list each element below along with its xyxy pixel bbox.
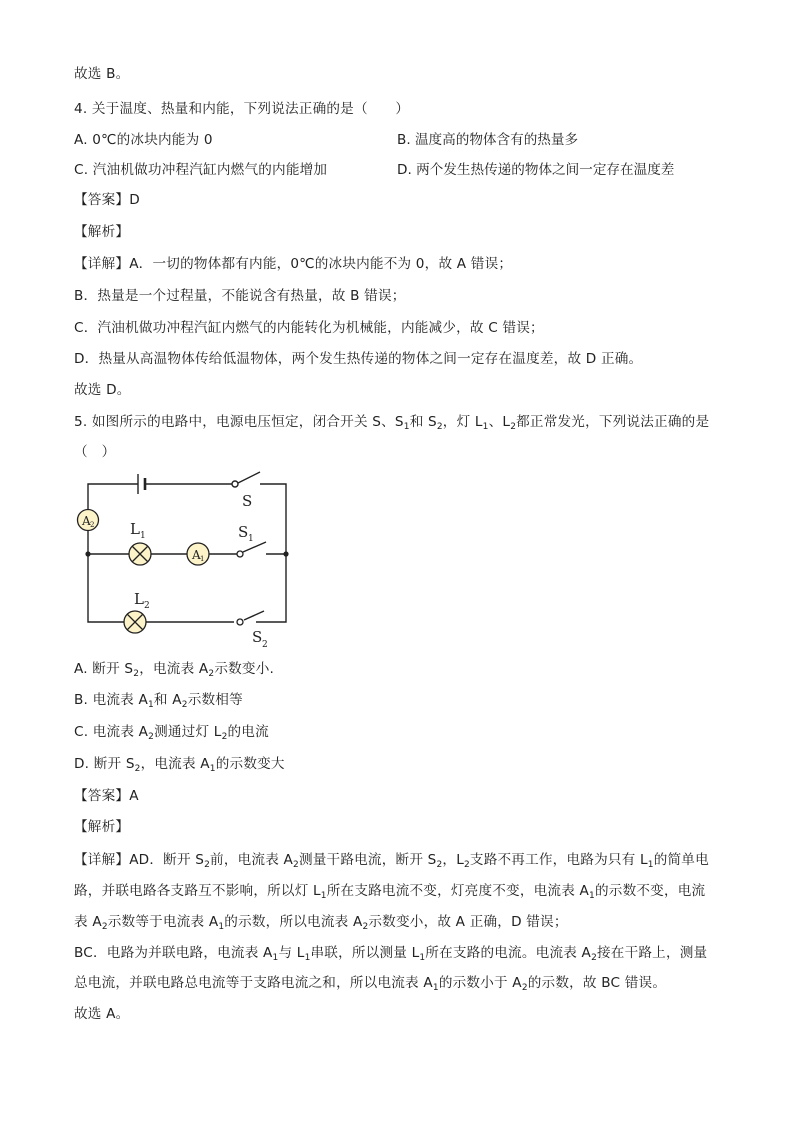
sub: 1 bbox=[272, 953, 279, 963]
ammeter-a2-sub: 2 bbox=[90, 521, 95, 529]
stem-text: 都正常发光，下列说法正确的是 bbox=[516, 414, 710, 430]
d-text: 的示数不变，电流 bbox=[594, 883, 706, 899]
q5-detail-5 bbox=[74, 973, 666, 993]
ammeter-a1-sub: 1 bbox=[200, 555, 205, 563]
d-text: BC．电路为并联电路，电流表 A bbox=[74, 945, 273, 961]
switch-s2-sub: 2 bbox=[262, 640, 268, 650]
sub: 2 bbox=[134, 764, 141, 774]
d-text: 示数变小，故 A 正确，D 错误； bbox=[368, 914, 568, 930]
sub: 2 bbox=[221, 732, 228, 742]
opt-text: ，电流表 A bbox=[139, 661, 209, 677]
q5-option-b bbox=[74, 690, 243, 710]
ammeter-a1 bbox=[187, 543, 209, 565]
switch-s1-sub: 1 bbox=[248, 534, 254, 544]
lamp-l1 bbox=[129, 520, 151, 565]
stem-text: 、L bbox=[488, 414, 511, 430]
opt-text: 和 A bbox=[153, 692, 182, 708]
stem-text: ，灯 L bbox=[442, 414, 483, 430]
sub: 2 bbox=[463, 860, 470, 870]
lamp-l1-sub: 1 bbox=[140, 531, 146, 541]
q4-option-c: C. 汽油机做功冲程汽缸内燃气的内能增加 bbox=[74, 162, 328, 178]
switch-s-blade bbox=[238, 472, 260, 483]
q4-detail-b: B．热量是一个过程量，不能说含有热量，故 B 错误； bbox=[74, 288, 406, 304]
switch-s2-label: S bbox=[252, 628, 263, 646]
switch-s2-contact bbox=[237, 619, 243, 625]
sub: 1 bbox=[482, 422, 489, 432]
q5-option-a bbox=[74, 659, 274, 679]
junction-right bbox=[283, 551, 288, 556]
q4-detail-d: D．热量从高温物体传给低温物体，两个发生热传递的物体之间一定存在温度差，故 D 正确。 bbox=[74, 351, 643, 367]
switch-s-contact bbox=[232, 481, 238, 487]
q4-analysis-tag: 【解析】 bbox=[74, 224, 130, 240]
sub: 2 bbox=[101, 922, 108, 932]
q5-detail-2 bbox=[74, 881, 705, 901]
q5-stem-line2: （ ） bbox=[74, 444, 116, 460]
d-text: 表 A bbox=[74, 914, 102, 930]
q4-option-a: A. 0℃的冰块内能为 0 bbox=[74, 132, 213, 148]
q4-stem: 4. 关于温度、热量和内能，下列说法正确的是（ ） bbox=[74, 101, 410, 117]
d-text: 测量干路电流，断开 S bbox=[298, 852, 437, 868]
d-text: 所在支路的电流。电流表 A bbox=[425, 945, 592, 961]
sub: 2 bbox=[591, 953, 597, 963]
answer-value: D bbox=[129, 192, 140, 208]
switch-s2-blade bbox=[244, 611, 264, 620]
opt-text: 的电流 bbox=[227, 724, 269, 740]
q3-conclusion: 故选 B。 bbox=[74, 66, 130, 82]
d-text: 的示数小于 A bbox=[438, 975, 522, 991]
q5-analysis-tag: 【解析】 bbox=[74, 819, 130, 835]
stem-text: 和 S bbox=[409, 414, 437, 430]
ammeter-a2 bbox=[78, 510, 99, 531]
opt-text: 测通过灯 L bbox=[154, 724, 222, 740]
opt-text: ，电流表 A bbox=[140, 756, 210, 772]
d-text: 前，电流表 A bbox=[210, 852, 294, 868]
opt-text: 示数相等 bbox=[187, 692, 243, 708]
lamp-l2 bbox=[124, 590, 150, 633]
opt-text: 示数变小. bbox=[214, 661, 275, 677]
d-text: AD．断开 S bbox=[129, 852, 205, 868]
detail-text: A．一切的物体都有内能，0℃的冰块内能不为 0，故 A 错误； bbox=[129, 256, 513, 272]
sub: 1 bbox=[589, 891, 595, 901]
sub: 1 bbox=[403, 422, 410, 432]
sub: 2 bbox=[204, 860, 211, 870]
stem-text: 5. 如图所示的电路中，电源电压恒定，闭合开关 S、S bbox=[74, 414, 404, 430]
sub: 2 bbox=[208, 669, 215, 679]
opt-text: A. 断开 S bbox=[74, 661, 134, 677]
switch-s1-contact bbox=[237, 551, 243, 557]
switch-s1-label: S bbox=[238, 523, 249, 541]
sub: 2 bbox=[436, 860, 443, 870]
sub: 2 bbox=[293, 860, 299, 870]
q4-detail-a bbox=[74, 254, 512, 274]
sub: 1 bbox=[647, 860, 654, 870]
q5-conclusion: 故选 A。 bbox=[74, 1006, 130, 1022]
sub: 2 bbox=[436, 422, 443, 432]
q4-option-b: B. 温度高的物体含有的热量多 bbox=[397, 132, 579, 148]
wire-right bbox=[256, 554, 286, 622]
opt-text: B. 电流表 A bbox=[74, 692, 148, 708]
q4-detail-c: C．汽油机做功冲程汽缸内燃气的内能转化为机械能，内能减少，故 C 错误； bbox=[74, 320, 544, 336]
d-text: 的示数，故 BC 错误。 bbox=[527, 975, 667, 991]
q4-answer bbox=[74, 190, 140, 210]
opt-text: 的示数变大 bbox=[215, 756, 285, 772]
d-text: 所在支路电流不变，灯亮度不变，电流表 A bbox=[326, 883, 590, 899]
q5-option-c bbox=[74, 722, 269, 742]
lamp-l2-label: L bbox=[134, 590, 144, 608]
sub: 2 bbox=[362, 922, 369, 932]
wire-left bbox=[88, 530, 124, 622]
sub: 2 bbox=[133, 669, 140, 679]
ammeter-a1-label: A bbox=[192, 548, 201, 562]
q5-stem bbox=[74, 412, 709, 432]
detail-tag: 【详解】 bbox=[74, 852, 130, 868]
ammeter-a2-label: A bbox=[82, 514, 91, 528]
sub: 1 bbox=[209, 764, 216, 774]
detail-tag: 【详解】 bbox=[74, 256, 130, 272]
d-text: 的示数，所以电流表 A bbox=[224, 914, 363, 930]
wire-top-left bbox=[88, 484, 138, 510]
sub: 1 bbox=[218, 922, 225, 932]
sub: 2 bbox=[521, 983, 528, 993]
opt-text: D. 断开 S bbox=[74, 756, 135, 772]
q5-option-d bbox=[74, 754, 285, 774]
sub: 2 bbox=[181, 700, 188, 710]
q4-conclusion: 故选 D。 bbox=[74, 382, 131, 398]
q5-answer bbox=[74, 786, 139, 806]
d-text: 示数等于电流表 A bbox=[107, 914, 219, 930]
sub: 1 bbox=[432, 983, 439, 993]
sub: 2 bbox=[510, 422, 517, 432]
d-text: 与 L bbox=[278, 945, 305, 961]
d-text: 接在干路上，测量 bbox=[597, 945, 708, 961]
sub: 1 bbox=[419, 953, 426, 963]
sub: 1 bbox=[304, 953, 311, 963]
answer-tag: 【答案】 bbox=[74, 788, 130, 804]
answer-tag: 【答案】 bbox=[74, 192, 130, 208]
sub: 1 bbox=[147, 700, 154, 710]
d-text: 支路不再工作，电路为只有 L bbox=[469, 852, 648, 868]
lamp-l2-sub: 2 bbox=[144, 601, 150, 611]
q5-detail-3 bbox=[74, 912, 568, 932]
q5-detail-1 bbox=[74, 850, 709, 870]
d-text: 的简单电 bbox=[653, 852, 709, 868]
q5-detail-4 bbox=[74, 943, 707, 963]
sub: 2 bbox=[148, 732, 155, 742]
d-text: ，L bbox=[442, 852, 464, 868]
answer-value: A bbox=[129, 788, 139, 804]
d-text: 串联，所以测量 L bbox=[310, 945, 420, 961]
sub: 1 bbox=[320, 891, 327, 901]
d-text: 总电流，并联电路总电流等于支路电流之和，所以电流表 A bbox=[74, 975, 433, 991]
circuit-diagram bbox=[74, 466, 304, 656]
opt-text: C. 电流表 A bbox=[74, 724, 149, 740]
switch-s-label: S bbox=[242, 492, 253, 510]
d-text: 路，并联电路各支路互不影响，所以灯 L bbox=[74, 883, 321, 899]
lamp-l1-label: L bbox=[130, 520, 140, 538]
junction-left bbox=[85, 551, 90, 556]
q4-option-d: D. 两个发生热传递的物体之间一定存在温度差 bbox=[397, 162, 675, 178]
switch-s1-blade bbox=[243, 542, 266, 552]
